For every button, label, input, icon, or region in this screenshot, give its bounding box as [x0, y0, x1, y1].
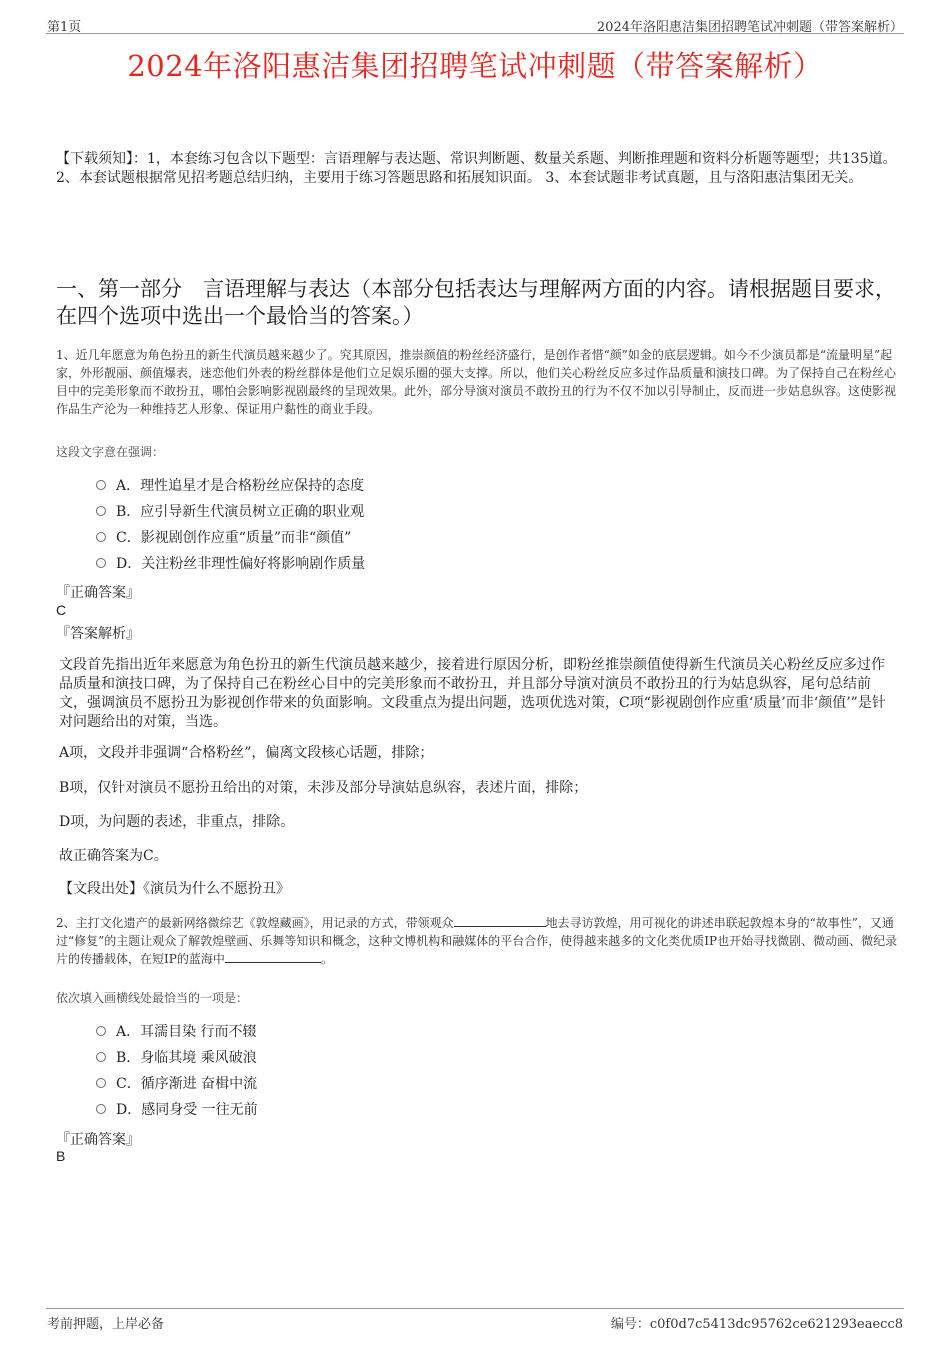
- question-2-prompt: 依次填入画横线处最恰当的一项是：: [56, 991, 249, 1005]
- question-1-analysis-label: 『答案解析』: [56, 626, 140, 642]
- radio-icon[interactable]: [96, 1052, 106, 1062]
- header-doc-title: 2024年洛阳惠洁集团招聘笔试冲刺题（带答案解析）: [596, 20, 903, 35]
- footer-slogan: 考前押题，上岸必备: [47, 1317, 165, 1332]
- question-2-option-a[interactable]: A．耳濡目染 行而不辍: [96, 1023, 257, 1041]
- question-1-option-b[interactable]: B．应引导新生代演员树立正确的职业观: [96, 503, 364, 521]
- radio-icon[interactable]: [96, 532, 106, 542]
- fill-blank-2: [225, 951, 321, 963]
- question-1-conclusion: 故正确答案为C。: [59, 848, 168, 864]
- question-1-option-d-note: D项，为问题的表述，非重点，排除。: [59, 814, 295, 830]
- section-heading: 一、第一部分 言语理解与表达（本部分包括表达与理解两方面的内容。请根据题目要求，在四个选项中选出一个最恰当的答案。）: [56, 277, 896, 328]
- radio-icon[interactable]: [96, 480, 106, 490]
- footer-divider: [46, 1308, 904, 1309]
- question-1-answer-label: 『正确答案』: [56, 585, 140, 601]
- page-number: 第1页: [47, 20, 82, 35]
- question-2-answer: B: [56, 1148, 66, 1164]
- question-1-option-c[interactable]: C．影视剧创作应重“质量”而非“颜值”: [96, 529, 351, 547]
- radio-icon[interactable]: [96, 558, 106, 568]
- fill-blank-1: [454, 915, 546, 927]
- question-2-option-b[interactable]: B．身临其境 乘风破浪: [96, 1049, 257, 1067]
- document-title: 2024年洛阳惠洁集团招聘笔试冲刺题（带答案解析）: [127, 49, 823, 83]
- header-divider: [46, 33, 904, 34]
- radio-icon[interactable]: [96, 506, 106, 516]
- radio-icon[interactable]: [96, 1026, 106, 1036]
- question-1-analysis: 文段首先指出近年来愿意为角色扮丑的新生代演员越来越少，接着进行原因分析，即粉丝推崇颜值使得新生代演员关心粉丝反应多过作品质量和演技口碑，为了保持自己在粉丝心目中的完美形象而不敢扮丑，并且部分导演对演员不敢扮丑的行为姑息纵容，尾句总结前文，强调演员不愿扮丑为影视创作带来的负面影响。文段重点为提出问题，选项优选对策，C项“影视剧创作应重‘质量’而非‘颜值’”是针对问题给出的对策，当选。: [59, 657, 886, 730]
- question-2-text: 2、主打文化遗产的最新网络微综艺《敦煌藏画》，用记录的方式，带领观众 地去寻访敦煌，用可视化的讲述串联起敦煌本身的“故事性”，又通过“修复”的主题让观众了解敦煌壁画、乐舞等知识和概念，这种文博机构和融媒体的平台合作，使得越来越多的文化类优质IP也开始寻找微剧、微动画、微纪录片的传播载体，在短IP的蓝海中 。: [56, 916, 898, 966]
- footer-doc-id: 编号：c0f0d7c5413dc95762ce621293eaecc8: [610, 1317, 903, 1332]
- question-1-option-a-note: A项，文段并非强调“合格粉丝”，偏离文段核心话题，排除；: [59, 745, 434, 761]
- question-1-option-b-note: B项，仅针对演员不愿扮丑给出的对策，未涉及部分导演姑息纵容，表述片面，排除；: [59, 780, 588, 796]
- question-2-option-c[interactable]: C．循序渐进 奋楫中流: [96, 1075, 257, 1093]
- question-2-option-d[interactable]: D．感同身受 一往无前: [96, 1101, 258, 1119]
- radio-icon[interactable]: [96, 1078, 106, 1088]
- question-1-answer: C: [56, 602, 67, 618]
- radio-icon[interactable]: [96, 1104, 106, 1114]
- question-1-option-d[interactable]: D．关注粉丝非理性偏好将影响剧作质量: [96, 555, 365, 573]
- question-2-answer-label: 『正确答案』: [56, 1132, 140, 1148]
- question-1-source: 【文段出处】《演员为什么不愿扮丑》: [59, 881, 290, 897]
- download-notice: 【下载须知】：1，本套练习包含以下题型：言语理解与表达题、常识判断题、数量关系题、判断推理题和资料分析题等题型；共135道。 2、本套试题根据常见招考题总结归纳，主要用于练习答题思路和拓展知识面。 3、本套试题非考试真题，且与洛阳惠洁集团无关。: [56, 151, 897, 186]
- question-1-option-a[interactable]: A．理性追星才是合格粉丝应保持的态度: [96, 477, 364, 495]
- question-1-prompt: 这段文字意在强调：: [56, 445, 165, 459]
- question-1-text: 1、近几年愿意为角色扮丑的新生代演员越来越少了。究其原因，推崇颜值的粉丝经济盛行，是创作者惜“颜”如金的底层逻辑。如今不少演员都是“流量明星”起家，外形靓丽、颜值爆表，迷恋他们外表的粉丝群体是他们立足娱乐圈的强大支撑。所以，他们关心粉丝反应多过作品质量和演技口碑。为了保持自己在粉丝心目中的完美形象而不敢扮丑，哪怕会影响影视剧最终的呈现效果。此外，部分导演对演员不敢扮丑的行为不仅不加以引导制止，反而进一步姑息纵容。这使影视作品生产沦为一种维持艺人形象、保证用户黏性的商业手段。: [56, 348, 897, 416]
